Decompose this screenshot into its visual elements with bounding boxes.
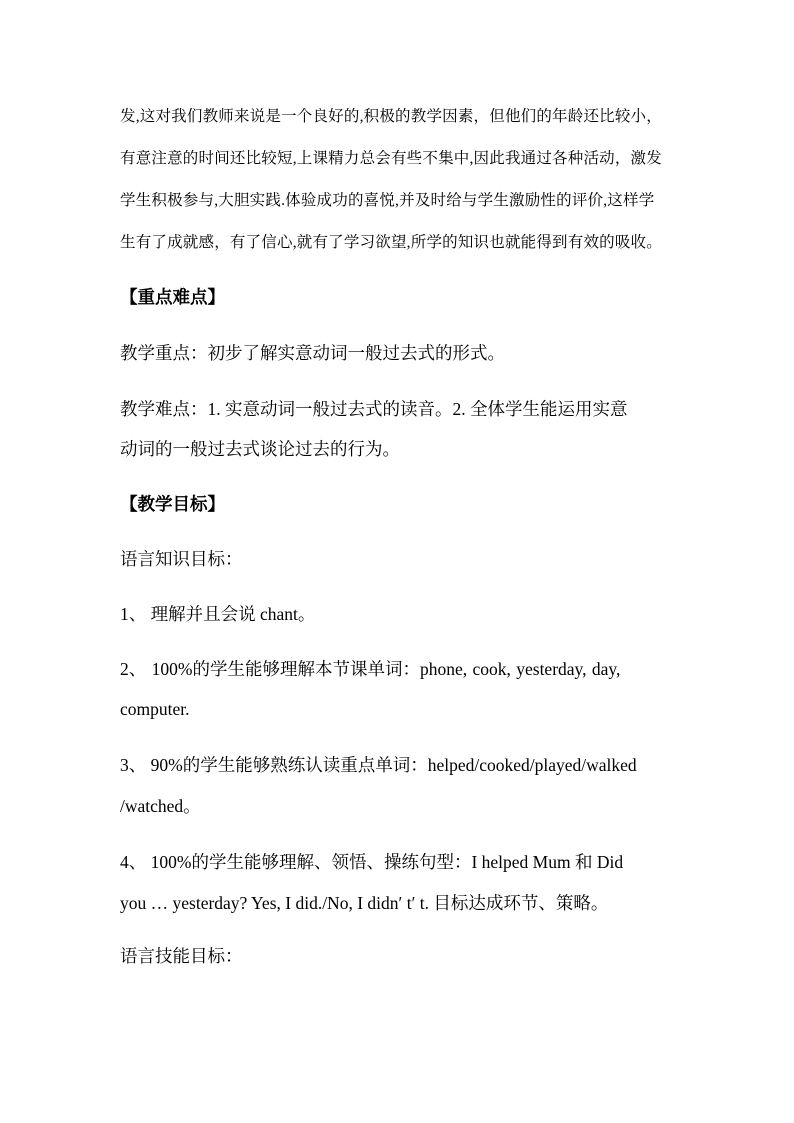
- objective-item-1: 1、 理解并且会说 chant。: [120, 604, 316, 624]
- intro-line-2: 有意注意的时间还比较短,上课精力总会有些不集中,因此我通过各种活动，激发: [120, 150, 662, 167]
- objective-item-2-line-2: computer.: [120, 699, 190, 719]
- section-heading-objectives: 【教学目标】: [120, 494, 225, 514]
- objective-item-2-line-1: 2、 100%的学生能够理解本节课单词：phone, cook, yesterday, day,: [120, 659, 621, 679]
- intro-line-4: 生有了成就感，有了信心,就有了学习欲望,所学的知识也就能得到有效的吸收。: [120, 234, 662, 251]
- intro-line-3: 学生积极参与,大胆实践.体验成功的喜悦,并及时给与学生激励性的评价,这样学: [120, 192, 655, 209]
- intro-line-1: 发,这对我们教师来说是一个良好的,积极的教学因素，但他们的年龄还比较小，: [120, 108, 662, 125]
- teaching-difficulty-line-1: 教学难点：1. 实意动词一般过去式的读音。2. 全体学生能运用实意: [120, 399, 628, 419]
- teaching-focus: 教学重点：初步了解实意动词一般过去式的形式。: [120, 343, 505, 363]
- objective-item-3-line-1: 3、 90%的学生能够熟练认读重点单词：helped/cooked/played/walked: [120, 755, 637, 775]
- knowledge-objectives-title: 语言知识目标：: [120, 549, 243, 569]
- teaching-difficulty-line-2: 动词的一般过去式谈论过去的行为。: [120, 439, 400, 459]
- objective-item-4-line-2: you … yesterday? Yes, I did./No, I didn′ t′ t. 目标达成环节、策略。: [120, 893, 609, 913]
- objective-item-4-line-1: 4、 100%的学生能够理解、领悟、操练句型：I helped Mum 和 Did: [120, 852, 624, 872]
- section-heading-key-points: 【重点难点】: [120, 287, 225, 307]
- objective-item-3-line-2: /watched。: [120, 796, 201, 816]
- skills-objectives-title: 语言技能目标：: [120, 946, 243, 966]
